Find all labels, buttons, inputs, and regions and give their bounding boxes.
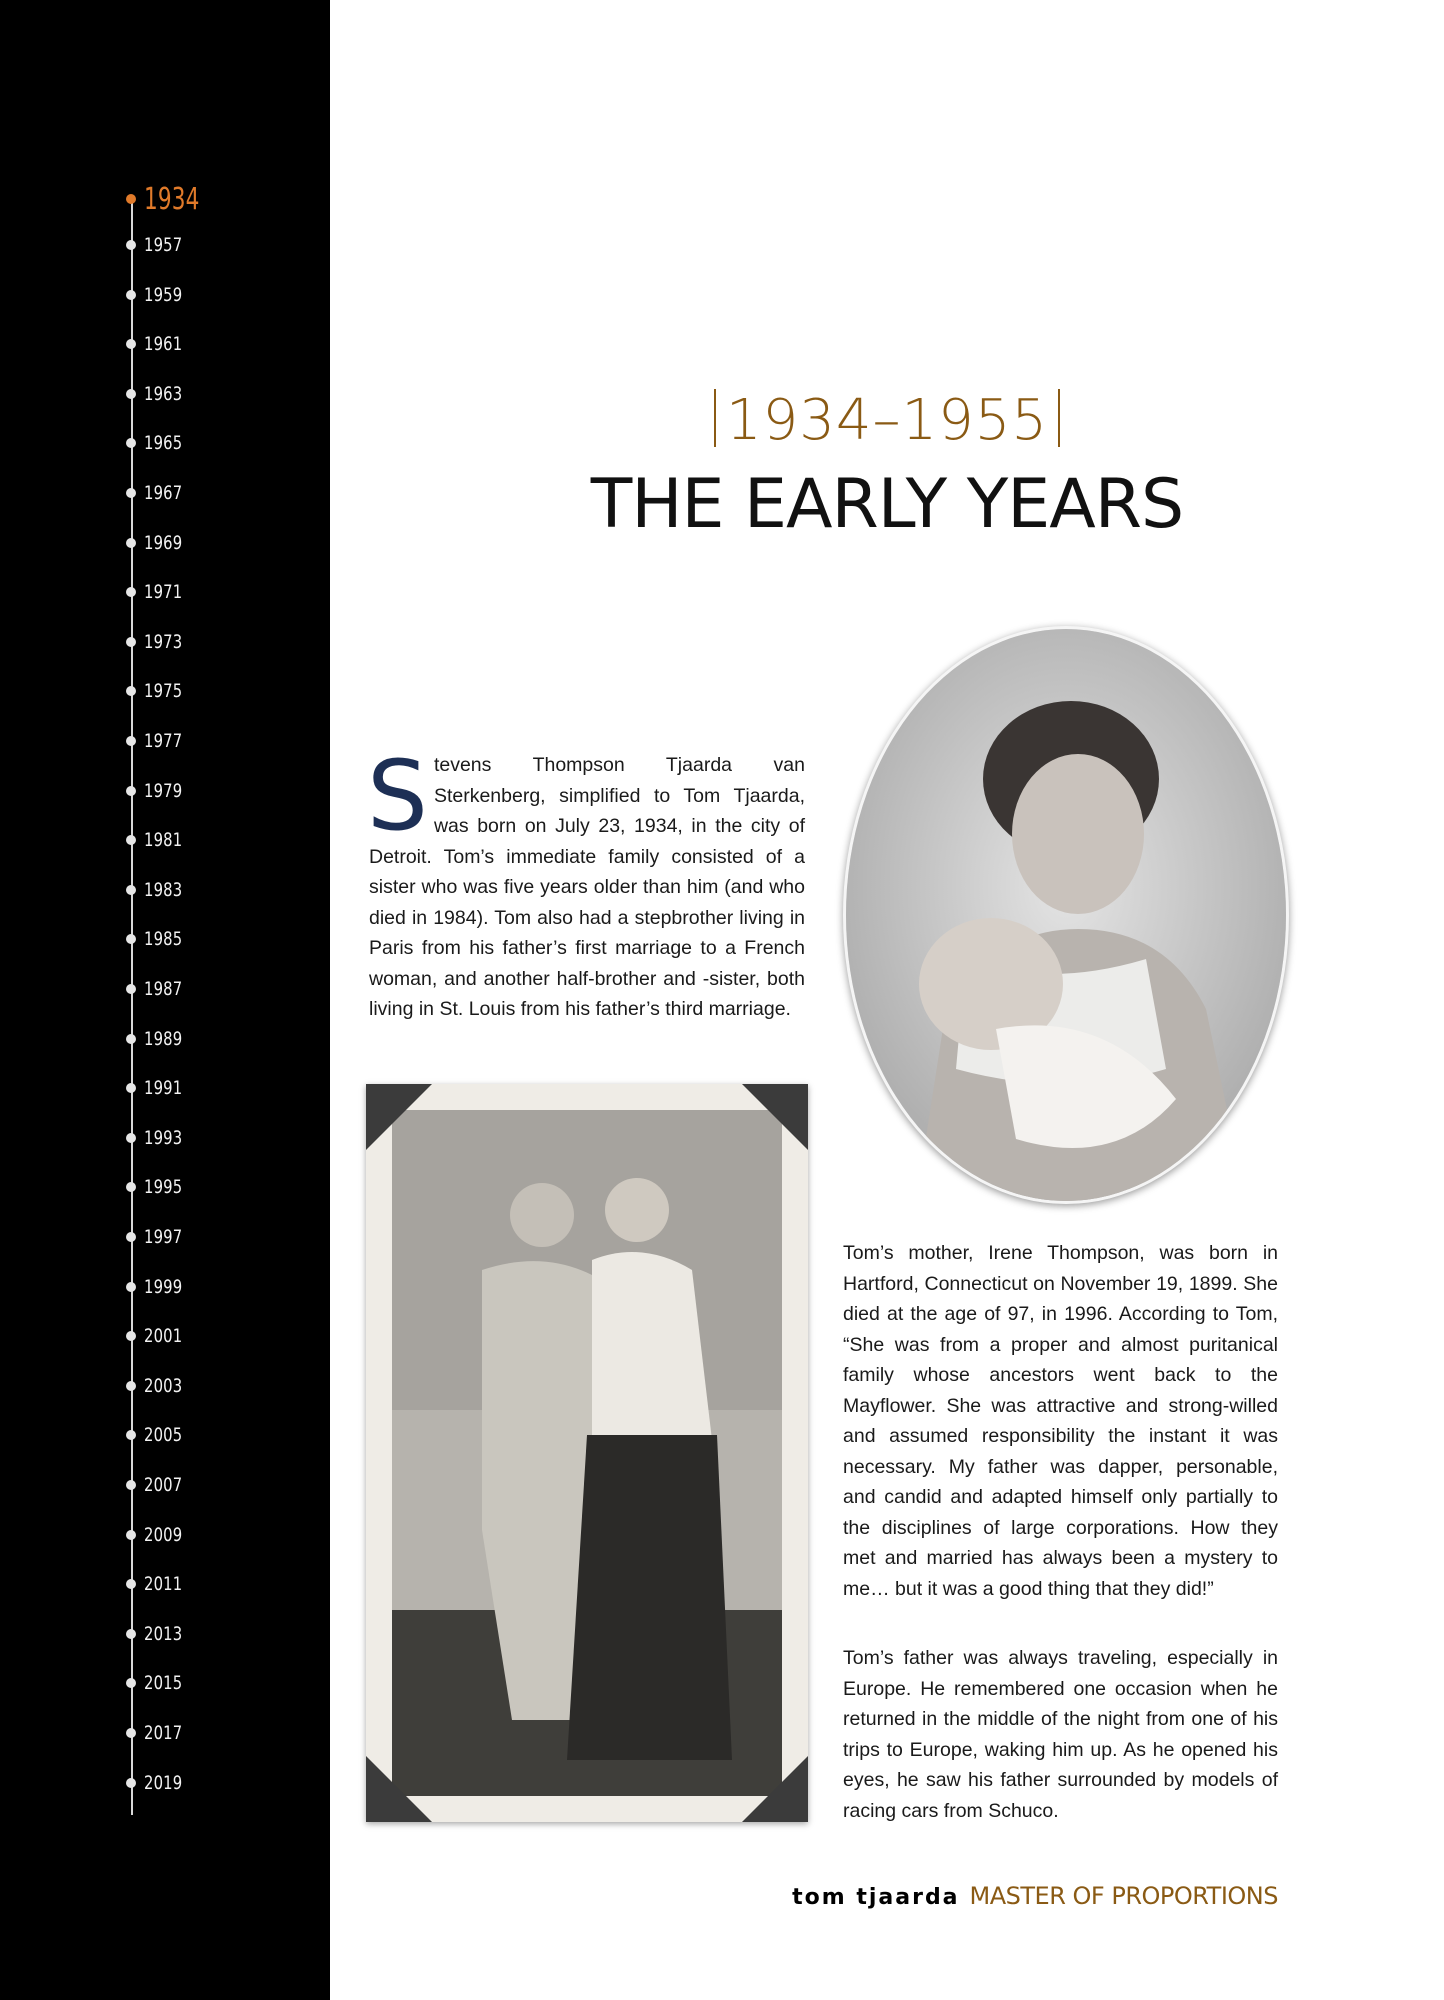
timeline-year-label: 2005 bbox=[144, 1424, 183, 1446]
timeline-year-label: 2001 bbox=[144, 1325, 183, 1347]
timeline-year-1983[interactable] bbox=[126, 875, 193, 905]
timeline-year-1959[interactable] bbox=[126, 280, 193, 310]
photo-corner-top-left bbox=[366, 1084, 432, 1150]
timeline-year-2015[interactable] bbox=[126, 1668, 193, 1698]
timeline-year-label: 1977 bbox=[144, 730, 183, 752]
timeline-year-label: 1987 bbox=[144, 978, 183, 1000]
timeline-year-label: 2017 bbox=[144, 1722, 183, 1744]
timeline-year-2007[interactable] bbox=[126, 1470, 193, 1500]
timeline-dot bbox=[126, 835, 136, 845]
timeline-year-1993[interactable] bbox=[126, 1123, 193, 1153]
timeline-year-label: 1971 bbox=[144, 581, 183, 603]
timeline-list bbox=[0, 0, 330, 2000]
timeline-dot bbox=[126, 488, 136, 498]
timeline-year-1965[interactable] bbox=[126, 428, 193, 458]
timeline-year-1985[interactable] bbox=[126, 924, 193, 954]
page-footer bbox=[792, 1882, 1278, 1910]
timeline-year-label: 1963 bbox=[144, 383, 183, 405]
timeline-year-label: 2015 bbox=[144, 1672, 183, 1694]
photo-corner-top-right bbox=[742, 1084, 808, 1150]
timeline-dot bbox=[126, 686, 136, 696]
timeline-year-label: 1983 bbox=[144, 879, 183, 901]
timeline-year-1973[interactable] bbox=[126, 627, 193, 657]
timeline-year-label: 1981 bbox=[144, 829, 183, 851]
timeline-year-1963[interactable] bbox=[126, 379, 193, 409]
timeline-dot bbox=[126, 786, 136, 796]
timeline-year-label: 1993 bbox=[144, 1127, 183, 1149]
timeline-year-label: 1961 bbox=[144, 333, 183, 355]
brand-logo: tom tjaarda bbox=[792, 1885, 960, 1910]
timeline-year-2019[interactable] bbox=[126, 1768, 193, 1798]
timeline-dot bbox=[126, 1579, 136, 1589]
range-divider-left bbox=[714, 389, 716, 447]
timeline-dot bbox=[126, 1182, 136, 1192]
timeline-year-1981[interactable] bbox=[126, 825, 193, 855]
timeline-year-1989[interactable] bbox=[126, 1024, 193, 1054]
timeline-year-label: 2007 bbox=[144, 1474, 183, 1496]
timeline-dot bbox=[126, 1530, 136, 1540]
timeline-year-label: 2009 bbox=[144, 1524, 183, 1546]
photo-corner-bottom-right bbox=[742, 1756, 808, 1822]
parents-photo bbox=[366, 1084, 808, 1822]
timeline-year-1999[interactable] bbox=[126, 1272, 193, 1302]
timeline-year-2013[interactable] bbox=[126, 1619, 193, 1649]
range-divider-right bbox=[1058, 389, 1060, 447]
timeline-dot bbox=[126, 438, 136, 448]
timeline-year-1977[interactable] bbox=[126, 726, 193, 756]
parents-photo-image bbox=[392, 1110, 782, 1796]
father-paragraph: Tom’s father was always traveling, especially in Europe. He remembered one occasion when he returned in the middle of the night from one of his trips to Europe, waking him up. As he opened his eyes, he saw his father surrounded by models of racing cars from Schuco. bbox=[843, 1647, 1278, 1822]
timeline-year-label: 1979 bbox=[144, 780, 183, 802]
timeline-dot bbox=[126, 885, 136, 895]
timeline-year-label: 1967 bbox=[144, 482, 183, 504]
timeline-year-1979[interactable] bbox=[126, 776, 193, 806]
timeline-year-1967[interactable] bbox=[126, 478, 193, 508]
timeline-year-1975[interactable] bbox=[126, 676, 193, 706]
timeline-dot bbox=[126, 1232, 136, 1242]
book-tagline: MASTER OF PROPORTIONS bbox=[969, 1882, 1278, 1910]
timeline-dot bbox=[126, 1083, 136, 1093]
timeline-dot bbox=[126, 637, 136, 647]
timeline-year-label: 1991 bbox=[144, 1077, 183, 1099]
timeline-year-2011[interactable] bbox=[126, 1569, 193, 1599]
timeline-year-label: 1934 bbox=[144, 181, 200, 217]
timeline-dot bbox=[126, 1629, 136, 1639]
timeline-year-1991[interactable] bbox=[126, 1073, 193, 1103]
timeline-year-label: 2013 bbox=[144, 1623, 183, 1645]
timeline-dot bbox=[126, 1034, 136, 1044]
timeline-year-2009[interactable] bbox=[126, 1520, 193, 1550]
timeline-year-label: 1965 bbox=[144, 432, 183, 454]
mother-baby-photo bbox=[843, 626, 1289, 1204]
mother-paragraph: Tom’s mother, Irene Thompson, was born in Hartford, Connecticut on November 19, 1899. She died at the age of 97, in 1996. According to Tom, “She was from a proper and almost puritanical family whose ancestors went back to the Mayflower. She was attractive and strong-willed and assumed responsibility the instant it was necessary. My father was dapper, personable, and candid and adapted himself only partially to the disciplines of large corporations. How they met and married has always been a mystery to me… but it was a good thing that they did!” bbox=[843, 1242, 1278, 1600]
timeline-dot bbox=[126, 1282, 136, 1292]
timeline-year-label: 1973 bbox=[144, 631, 183, 653]
timeline-dot bbox=[126, 389, 136, 399]
timeline-year-label: 1975 bbox=[144, 680, 183, 702]
drop-cap: S bbox=[367, 740, 428, 852]
timeline-year-2003[interactable] bbox=[126, 1371, 193, 1401]
timeline-year-1934[interactable] bbox=[126, 181, 221, 217]
photo-corner-bottom-left bbox=[366, 1756, 432, 1822]
timeline-year-1961[interactable] bbox=[126, 329, 193, 359]
timeline-year-1969[interactable] bbox=[126, 528, 193, 558]
timeline-dot bbox=[126, 194, 136, 204]
timeline-year-1957[interactable] bbox=[126, 230, 193, 260]
timeline-dot bbox=[126, 1678, 136, 1688]
timeline-year-label: 2011 bbox=[144, 1573, 183, 1595]
chapter-title: THE EARLY YEARS bbox=[590, 465, 1184, 544]
timeline-year-2001[interactable] bbox=[126, 1321, 193, 1351]
timeline-year-label: 1985 bbox=[144, 928, 183, 950]
timeline-year-label: 1969 bbox=[144, 532, 183, 554]
timeline-year-1987[interactable] bbox=[126, 974, 193, 1004]
timeline-dot bbox=[126, 538, 136, 548]
timeline-dot bbox=[126, 1430, 136, 1440]
timeline-year-1995[interactable] bbox=[126, 1172, 193, 1202]
intro-paragraph-text: tevens Thompson Tjaarda van Sterkenberg, simplified to Tom Tjaarda, was born on July 23, 1934, in the city of Detroit. Tom’s immediate family consisted of a sister who was five years older than him (and who died in 1984). Tom also had a stepbrother living in Paris from his father’s first marriage to a French woman, and another half-brother and -sister, both living in St. Louis from his father’s third marriage. bbox=[369, 754, 805, 1020]
timeline-dot bbox=[126, 587, 136, 597]
timeline-dot bbox=[126, 934, 136, 944]
timeline-year-label: 2019 bbox=[144, 1772, 183, 1794]
timeline-sidebar bbox=[0, 0, 330, 2000]
mother-baby-photo-image bbox=[846, 629, 1286, 1201]
timeline-dot bbox=[126, 1331, 136, 1341]
timeline-dot bbox=[126, 1133, 136, 1143]
timeline-year-2017[interactable] bbox=[126, 1718, 193, 1748]
timeline-dot bbox=[126, 1728, 136, 1738]
timeline-dot bbox=[126, 339, 136, 349]
timeline-year-1997[interactable] bbox=[126, 1222, 193, 1252]
timeline-dot bbox=[126, 290, 136, 300]
year-range-heading bbox=[330, 388, 1444, 453]
timeline-year-1971[interactable] bbox=[126, 577, 193, 607]
intro-paragraph bbox=[367, 740, 805, 1025]
timeline-year-label: 1995 bbox=[144, 1176, 183, 1198]
timeline-year-2005[interactable] bbox=[126, 1420, 193, 1450]
timeline-dot bbox=[126, 984, 136, 994]
timeline-dot bbox=[126, 240, 136, 250]
timeline-dot bbox=[126, 736, 136, 746]
timeline-year-label: 1999 bbox=[144, 1276, 183, 1298]
timeline-year-label: 1989 bbox=[144, 1028, 183, 1050]
timeline-year-label: 2003 bbox=[144, 1375, 183, 1397]
timeline-dot bbox=[126, 1381, 136, 1391]
year-range-text: 1934–1955 bbox=[725, 388, 1049, 453]
timeline-dot bbox=[126, 1480, 136, 1490]
timeline-year-label: 1959 bbox=[144, 284, 183, 306]
timeline-dot bbox=[126, 1778, 136, 1788]
timeline-year-label: 1957 bbox=[144, 234, 183, 256]
timeline-year-label: 1997 bbox=[144, 1226, 183, 1248]
